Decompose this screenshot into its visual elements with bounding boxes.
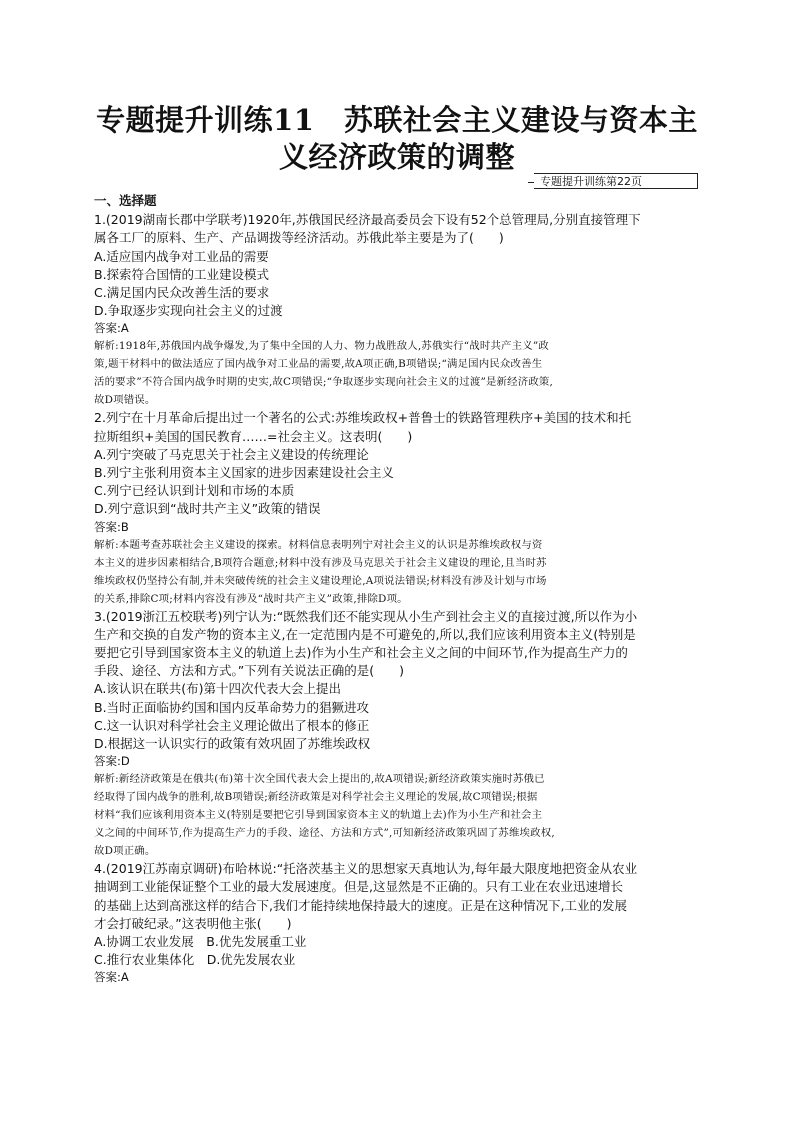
question-4 <box>94 860 700 986</box>
answer: 答案:A <box>94 970 129 985</box>
option: D.根据这一认识实行的政策有效巩固了苏维埃政权 <box>94 736 371 752</box>
option: B.探索符合国情的工业建设模式 <box>94 266 270 282</box>
option: C.这一认识对科学社会主义理论做出了根本的修正 <box>94 717 370 733</box>
option: A.列宁突破了马克思关于社会主义建设的传统理论 <box>94 446 369 462</box>
option: A.适应国内战争对工业品的需要 <box>94 248 269 264</box>
question-text: 抽调到工业能保证整个工业的最大发展速度。但是,这显然是不正确的。只有工业在农业迅速增长 <box>94 879 623 895</box>
option: D.争取逐步实现向社会主义的过渡 <box>94 303 283 319</box>
question-text: 生产和交换的自发产物的资本主义,在一定范围内是不可避免的,所以,我们应该利用资本主义(特别是 <box>94 626 636 642</box>
question-3 <box>94 608 700 861</box>
title-line-1: 专题提升训练11 苏联社会主义建设与资本主 <box>96 103 698 137</box>
answer: 答案:D <box>94 754 130 769</box>
page-title <box>94 102 700 176</box>
explanation: 维埃政权仍坚持公有制,并未突破传统的社会主义建设理论,A项说法错误;材料没有涉及计划与市场 <box>94 574 547 587</box>
explanation: 本主义的进步因素相结合,B项符合题意;材料中没有涉及马克思关于社会主义建设的理论,且当时苏 <box>94 556 547 569</box>
explanation: 经取得了国内战争的胜利,故B项错误;新经济政策是对科学社会主义理论的发展,故C项错误;根据 <box>94 791 538 804</box>
option: B.当时正面临协约国和国内反革命势力的猖獗进攻 <box>94 699 370 715</box>
question-text: 的基础上达到高涨这样的结合下,我们才能持续地保持最大的速度。正是在这种情况下,工业的发展 <box>94 897 627 913</box>
explanation: 解析:本题考查苏联社会主义建设的探索。材料信息表明列宁对社会主义的认识是苏维埃政权与资 <box>94 538 543 551</box>
question-text: 拉斯组织+美国的国民教育……=社会主义。这表明( ) <box>94 428 413 444</box>
question-1 <box>94 211 700 409</box>
explanation: 材料“我们应该利用资本主义(特别是要把它引导到国家资本主义的轨道上去)作为小生产和社会主 <box>94 809 543 822</box>
option: C.满足国内民众改善生活的要求 <box>94 285 270 301</box>
answer: 答案:B <box>94 519 129 534</box>
question-text: 要把它引导到国家资本主义的轨道上去)作为小生产和社会主义之间的中间环节,作为提高生产力的 <box>94 645 628 661</box>
page-reference: 专题提升训练第22页 <box>534 173 698 189</box>
explanation: 故D项错误。 <box>94 394 156 407</box>
question-text: 才会打破纪录。”这表明他主张( ) <box>94 915 292 931</box>
question-text: 3.(2019浙江五校联考)列宁认为:“既然我们还不能实现从小生产到社会主义的直接过渡,所以作为小 <box>94 608 638 624</box>
question-text: 手段、途径、方法和方式。”下列有关说法正确的是( ) <box>94 663 404 679</box>
explanation: 解析:1918年,苏俄国内战争爆发,为了集中全国的人力、物力战胜敌人,苏俄实行“战时共产主义”政 <box>94 340 549 353</box>
option: C.推行农业集体化 D.优先发展农业 <box>94 952 296 968</box>
explanation: 活的要求”不符合国内战争时期的史实,故C项错误;“争取逐步实现向社会主义的过渡”是新经济政策, <box>94 376 554 389</box>
content <box>94 192 700 986</box>
option: D.列宁意识到“战时共产主义”政策的错误 <box>94 501 321 517</box>
explanation: 策,题干材料中的做法适应了国内战争对工业品的需要,故A项正确,B项错误;“满足国内民众改善生 <box>94 358 543 371</box>
question-text: 4.(2019江苏南京调研)布哈林说:“托洛茨基主义的思想家天真地认为,每年最大限度地把资金从农业 <box>94 861 638 877</box>
option: B.列宁主张利用资本主义国家的进步因素建设社会主义 <box>94 465 395 481</box>
question-text: 属各工厂的原料、生产、产品调拨等经济活动。苏俄此举主要是为了( ) <box>94 230 504 246</box>
explanation: 故D项正确。 <box>94 845 156 858</box>
option: A.该认识在联共(布)第十四次代表大会上提出 <box>94 681 342 697</box>
question-text: 1.(2019湖南长郡中学联考)1920年,苏俄国民经济最高委员会下设有52个总管理局,分别直接管理下 <box>94 212 641 228</box>
option: C.列宁已经认识到计划和市场的本质 <box>94 483 295 499</box>
explanation: 的关系,排除C项;材料内容没有涉及“战时共产主义”政策,排除D项。 <box>94 592 408 605</box>
explanation: 解析:新经济政策是在俄共(布)第十次全国代表大会上提出的,故A项错误;新经济政策实施时苏俄已 <box>94 773 545 786</box>
question-text: 2.列宁在十月革命后提出过一个著名的公式:苏维埃政权+普鲁士的铁路管理秩序+美国的技术和托 <box>94 410 632 426</box>
title-line-2: 义经济政策的调整 <box>278 140 515 174</box>
section-heading: 一、选择题 <box>94 193 157 208</box>
question-2 <box>94 409 700 607</box>
option: A.协调工农业发展 B.优先发展重工业 <box>94 934 307 950</box>
explanation: 义之间的中间环节,作为提高生产力的手段、途径、方法和方式”,可知新经济政策巩固了苏维埃政权, <box>94 827 555 840</box>
answer: 答案:A <box>94 321 129 336</box>
